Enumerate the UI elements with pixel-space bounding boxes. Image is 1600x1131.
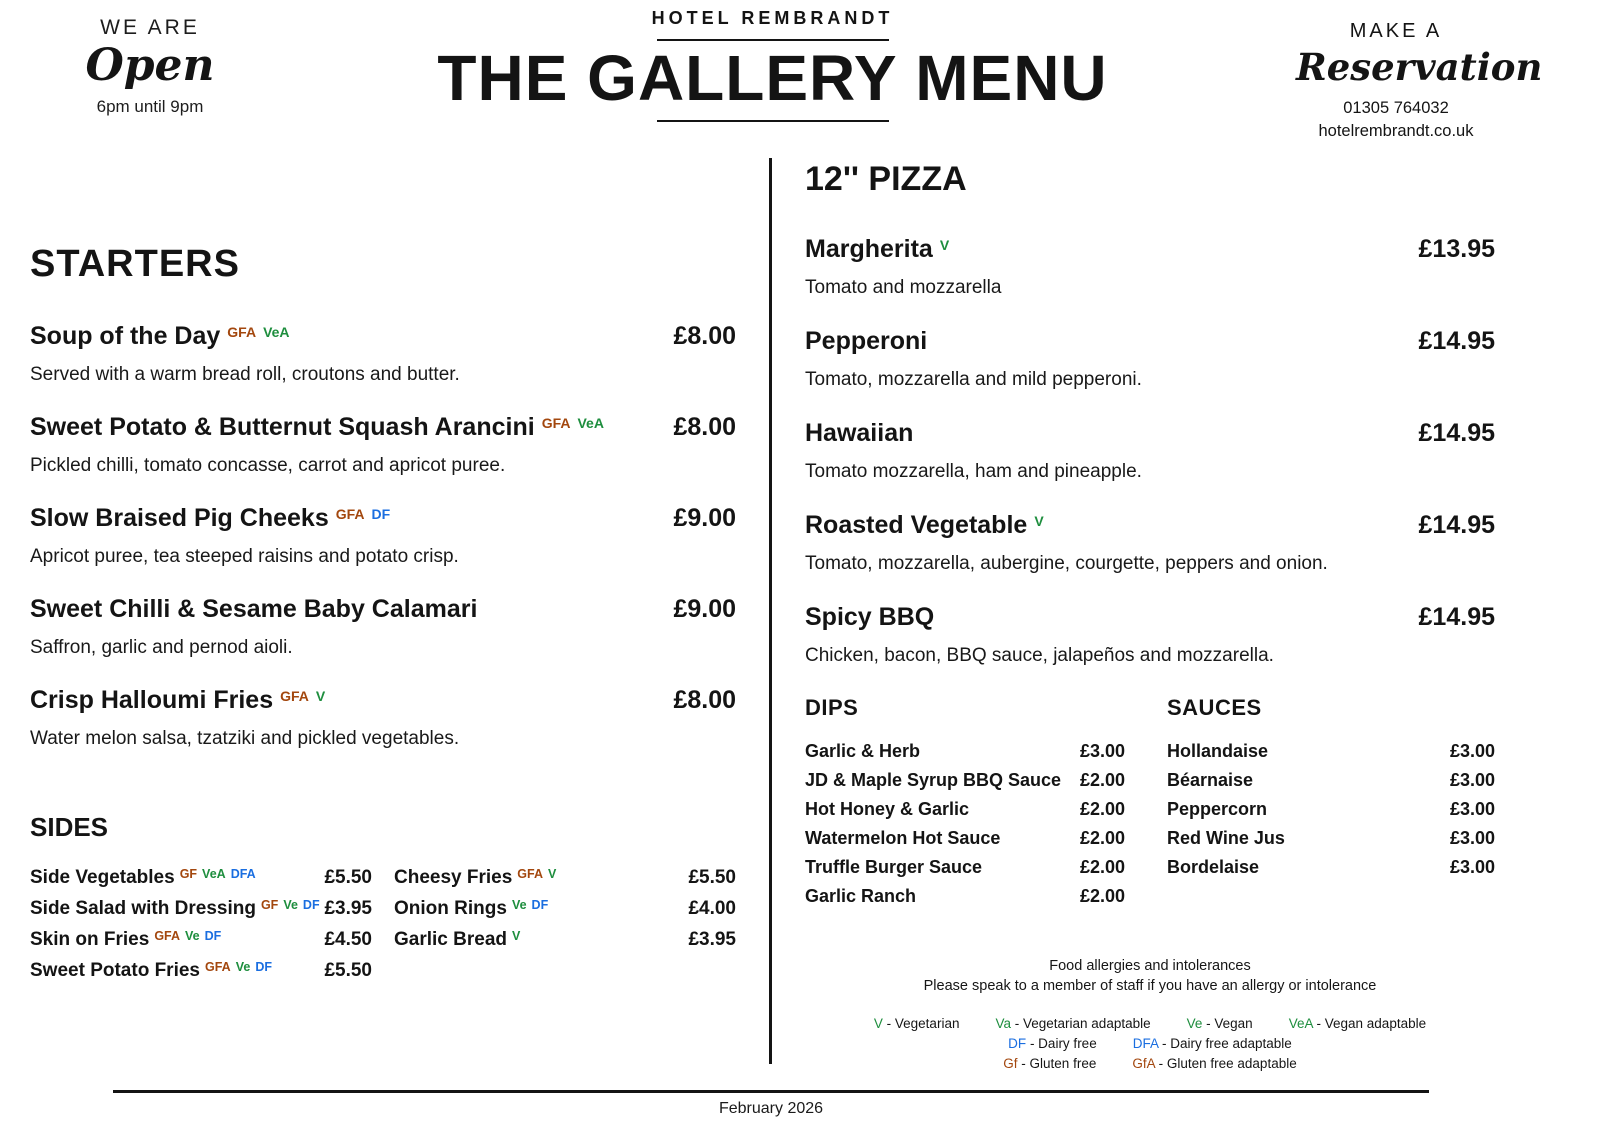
dietary-tag: Ve bbox=[235, 960, 251, 974]
legend-entry: V - Vegetarian bbox=[873, 1016, 960, 1032]
sauce-item bbox=[1167, 828, 1495, 849]
item-description: Tomato, mozzarella and mild pepperoni. bbox=[805, 369, 1142, 390]
dietary-tags bbox=[273, 688, 326, 712]
dietary-tag: V bbox=[939, 237, 950, 253]
starters-heading: STARTERS bbox=[30, 243, 240, 285]
item-row bbox=[805, 419, 1495, 448]
open-badge-script: Open bbox=[85, 40, 215, 91]
dietary-tag: Ve bbox=[511, 898, 527, 912]
allergy-line2: Please speak to a member of staff if you have an allergy or intolerance bbox=[923, 977, 1377, 994]
legend-entry: Gf - Gluten free bbox=[1003, 1056, 1097, 1072]
dip-item bbox=[805, 799, 1125, 820]
side-item bbox=[30, 960, 372, 982]
dip-name: Garlic Ranch bbox=[805, 886, 917, 906]
menu-item bbox=[30, 686, 736, 750]
item-name-wrap bbox=[805, 419, 913, 448]
item-price: £8.00 bbox=[673, 686, 736, 714]
dietary-tag: GF bbox=[179, 867, 198, 881]
dietary-tags bbox=[507, 898, 548, 920]
side-item bbox=[394, 867, 736, 889]
item-price: £14.95 bbox=[1418, 419, 1495, 447]
item-row bbox=[805, 327, 1495, 356]
side-name: Cheesy Fries bbox=[394, 867, 513, 888]
legend-row-vegetarian bbox=[805, 1016, 1495, 1031]
item-description: Tomato, mozzarella, aubergine, courgette, peppers and onion. bbox=[805, 553, 1328, 574]
legend-entry: DFA - Dairy free adaptable bbox=[1132, 1036, 1292, 1052]
item-name: Hawaiian bbox=[805, 419, 914, 447]
item-row bbox=[805, 235, 1495, 264]
item-price: £14.95 bbox=[1418, 603, 1495, 631]
side-price: £5.50 bbox=[688, 867, 736, 888]
dip-name: Hot Honey & Garlic bbox=[805, 799, 970, 819]
dietary-tag: Ve bbox=[185, 929, 200, 943]
side-name: Side Vegetables bbox=[30, 867, 175, 888]
dietary-tag: VeA bbox=[577, 415, 604, 431]
side-name: Garlic Bread bbox=[394, 929, 507, 950]
side-name: Sweet Potato Fries bbox=[30, 960, 200, 981]
dietary-tag: GFA bbox=[335, 506, 365, 522]
dietary-tags bbox=[149, 929, 221, 951]
item-name: Crisp Halloumi Fries bbox=[30, 686, 274, 714]
menu-item bbox=[805, 235, 1495, 299]
item-name: Soup of the Day bbox=[30, 322, 221, 350]
dip-name: Garlic & Herb bbox=[805, 741, 921, 761]
dietary-tags bbox=[512, 867, 556, 889]
sauce-name: Hollandaise bbox=[1167, 741, 1269, 761]
side-name: Side Salad with Dressing bbox=[30, 898, 256, 919]
page-title: THE GALLERY MENU bbox=[437, 42, 1108, 114]
menu-item bbox=[805, 511, 1495, 575]
side-item bbox=[394, 898, 736, 920]
item-name-wrap bbox=[30, 322, 290, 351]
dip-name: Watermelon Hot Sauce bbox=[805, 828, 1001, 848]
dip-price: £3.00 bbox=[1079, 741, 1125, 761]
sauce-item bbox=[1167, 741, 1495, 762]
dietary-tag: DF bbox=[302, 898, 320, 912]
dietary-tags bbox=[200, 960, 272, 982]
item-price: £14.95 bbox=[1418, 511, 1495, 539]
dietary-tag: DF bbox=[371, 506, 391, 522]
dietary-tag: VeA bbox=[263, 324, 290, 340]
item-price: £14.95 bbox=[1418, 327, 1495, 355]
menu-item bbox=[805, 603, 1495, 667]
pizza-heading: 12'' PIZZA bbox=[805, 160, 967, 198]
dips-heading: DIPS bbox=[805, 695, 859, 720]
item-name: Roasted Vegetable bbox=[805, 511, 1028, 539]
dietary-tags bbox=[507, 929, 520, 951]
open-badge-hours: 6pm until 9pm bbox=[96, 97, 204, 117]
item-row bbox=[30, 504, 736, 533]
legend-entry: Ve - Vegan bbox=[1186, 1016, 1253, 1032]
item-name-wrap bbox=[30, 686, 325, 715]
sauce-name: Peppercorn bbox=[1167, 799, 1268, 819]
sauce-price: £3.00 bbox=[1449, 799, 1495, 819]
dietary-tag: V bbox=[1034, 513, 1044, 529]
item-row bbox=[805, 603, 1495, 632]
dietary-tag: GFA bbox=[227, 324, 257, 340]
sides-section bbox=[30, 812, 736, 991]
dietary-tag: V bbox=[548, 867, 557, 881]
menu-item bbox=[30, 413, 736, 477]
item-description: Water melon salsa, tzatziki and pickled vegetables. bbox=[30, 728, 460, 749]
menu-item bbox=[805, 327, 1495, 391]
sides-grid bbox=[30, 867, 736, 991]
item-name-wrap bbox=[30, 595, 477, 624]
dip-price: £2.00 bbox=[1079, 886, 1125, 906]
legend-entry: Va - Vegetarian adaptable bbox=[995, 1016, 1151, 1032]
dietary-tags bbox=[933, 237, 950, 261]
sides-heading: SIDES bbox=[30, 812, 109, 842]
dietary-legend bbox=[805, 1016, 1495, 1071]
reservation-line1: MAKE A bbox=[1349, 20, 1443, 42]
legend-entry: DF - Dairy free bbox=[1008, 1036, 1097, 1052]
title-bottom-rule bbox=[657, 120, 889, 122]
dietary-tag: VeA bbox=[202, 867, 226, 881]
side-item bbox=[30, 929, 372, 951]
item-price: £9.00 bbox=[673, 595, 736, 623]
legend-entry: VeA - Vegan adaptable bbox=[1288, 1016, 1427, 1032]
sauce-item bbox=[1167, 799, 1495, 820]
dietary-tags bbox=[1027, 513, 1044, 537]
reservation-website: hotelrembrandt.co.uk bbox=[1318, 121, 1474, 140]
side-price: £3.95 bbox=[324, 898, 372, 919]
dietary-tag: V bbox=[315, 688, 326, 704]
dip-price: £2.00 bbox=[1079, 799, 1125, 819]
sauces-heading: SAUCES bbox=[1167, 695, 1262, 720]
dietary-tags bbox=[329, 506, 391, 530]
dietary-tag: GFA bbox=[280, 688, 309, 704]
side-price: £4.00 bbox=[688, 898, 736, 919]
column-divider bbox=[769, 158, 772, 1064]
sauce-price: £3.00 bbox=[1449, 857, 1495, 877]
item-name: Sweet Chilli & Sesame Baby Calamari bbox=[30, 595, 478, 623]
hotel-name: HOTEL REMBRANDT bbox=[651, 8, 894, 28]
dips-section bbox=[805, 695, 1125, 915]
side-price: £4.50 bbox=[324, 929, 372, 950]
dip-item bbox=[805, 828, 1125, 849]
dietary-tags bbox=[535, 415, 604, 439]
item-row bbox=[30, 322, 736, 351]
item-name: Pepperoni bbox=[805, 327, 928, 355]
sauce-name: Béarnaise bbox=[1167, 770, 1254, 790]
dip-price: £2.00 bbox=[1079, 770, 1125, 790]
item-price: £13.95 bbox=[1418, 235, 1495, 263]
item-name-wrap bbox=[805, 603, 934, 632]
dietary-tags bbox=[175, 867, 256, 889]
dietary-tags bbox=[256, 898, 320, 920]
item-row bbox=[30, 413, 736, 442]
side-price: £5.50 bbox=[324, 960, 372, 981]
dietary-tags bbox=[220, 324, 290, 348]
item-name: Sweet Potato & Butternut Squash Arancini bbox=[30, 413, 535, 441]
dip-item bbox=[805, 886, 1125, 907]
dip-item bbox=[805, 857, 1125, 878]
sides-column-1 bbox=[30, 867, 372, 991]
item-row bbox=[30, 686, 736, 715]
extras-section bbox=[805, 695, 1495, 915]
side-name: Skin on Fries bbox=[30, 929, 150, 950]
open-badge-line1: WE ARE bbox=[100, 16, 200, 39]
item-name-wrap bbox=[30, 413, 604, 442]
item-row bbox=[30, 595, 736, 624]
item-name: Slow Braised Pig Cheeks bbox=[30, 504, 329, 532]
side-item bbox=[394, 929, 736, 951]
dietary-tag: V bbox=[512, 929, 521, 943]
sauce-item bbox=[1167, 857, 1495, 878]
sides-column-2 bbox=[394, 867, 736, 991]
footer-date: February 2026 bbox=[718, 1100, 824, 1117]
dietary-tag: DFA bbox=[230, 867, 256, 881]
item-description: Tomato mozzarella, ham and pineapple. bbox=[805, 461, 1142, 482]
item-name-wrap bbox=[805, 511, 1044, 540]
legend-entry: GfA - Gluten free adaptable bbox=[1132, 1056, 1297, 1072]
dip-name: JD & Maple Syrup BBQ Sauce bbox=[805, 770, 1062, 790]
item-description: Served with a warm bread roll, croutons and butter. bbox=[30, 364, 460, 385]
sauce-name: Bordelaise bbox=[1167, 857, 1260, 877]
dietary-tag: DF bbox=[204, 929, 222, 943]
sauce-price: £3.00 bbox=[1449, 828, 1495, 848]
allergy-note bbox=[805, 957, 1495, 1071]
dip-name: Truffle Burger Sauce bbox=[805, 857, 983, 877]
legend-row-dairy bbox=[805, 1036, 1495, 1051]
side-item bbox=[30, 898, 372, 920]
right-column bbox=[805, 160, 1495, 1076]
item-name: Margherita bbox=[805, 235, 933, 263]
dietary-tag: DF bbox=[531, 898, 549, 912]
item-name-wrap bbox=[805, 327, 927, 356]
item-name: Spicy BBQ bbox=[805, 603, 935, 631]
dip-item bbox=[805, 741, 1125, 762]
menu-item bbox=[805, 419, 1495, 483]
dip-item bbox=[805, 770, 1125, 791]
dietary-tag: GFA bbox=[205, 960, 231, 974]
side-item bbox=[30, 867, 372, 889]
item-description: Saffron, garlic and pernod aioli. bbox=[30, 637, 293, 658]
item-price: £8.00 bbox=[673, 413, 736, 441]
dietary-tag: Ve bbox=[283, 898, 298, 912]
item-description: Tomato and mozzarella bbox=[805, 277, 1002, 298]
item-price: £9.00 bbox=[673, 504, 736, 532]
dip-price: £2.00 bbox=[1079, 857, 1125, 877]
menu-item bbox=[30, 322, 736, 386]
item-name-wrap bbox=[805, 235, 949, 264]
side-name: Onion Rings bbox=[394, 898, 507, 919]
item-name-wrap bbox=[30, 504, 390, 533]
menu-item bbox=[30, 595, 736, 659]
item-description: Chicken, bacon, BBQ sauce, jalapeños and mozzarella. bbox=[805, 645, 1274, 666]
sauce-name: Red Wine Jus bbox=[1167, 828, 1285, 848]
dietary-tag: GFA bbox=[154, 929, 181, 943]
sauce-price: £3.00 bbox=[1449, 770, 1495, 790]
sauce-price: £3.00 bbox=[1449, 741, 1495, 761]
reservation-script: Reservation bbox=[1296, 45, 1543, 89]
allergy-line1: Food allergies and intolerances bbox=[1049, 958, 1251, 974]
legend-row-gluten bbox=[805, 1056, 1495, 1071]
side-price: £5.50 bbox=[324, 867, 372, 888]
dietary-tag: GFA bbox=[541, 415, 571, 431]
footer-rule bbox=[113, 1090, 1429, 1093]
menu-item bbox=[30, 504, 736, 568]
dietary-tag: DF bbox=[255, 960, 272, 974]
reservation-block bbox=[1296, 20, 1543, 141]
sauce-item bbox=[1167, 770, 1495, 791]
item-row bbox=[805, 511, 1495, 540]
item-description: Apricot puree, tea steeped raisins and potato crisp. bbox=[30, 546, 459, 567]
sauces-section bbox=[1167, 695, 1495, 915]
item-description: Pickled chilli, tomato concasse, carrot and apricot puree. bbox=[30, 455, 506, 476]
dip-price: £2.00 bbox=[1079, 828, 1125, 848]
dietary-tag: GF bbox=[260, 898, 279, 912]
title-top-rule bbox=[657, 39, 889, 41]
side-price: £3.95 bbox=[688, 929, 736, 950]
left-column bbox=[30, 243, 736, 991]
dietary-tag: GFA bbox=[517, 867, 543, 881]
item-price: £8.00 bbox=[673, 322, 736, 350]
reservation-phone: 01305 764032 bbox=[1343, 98, 1449, 117]
